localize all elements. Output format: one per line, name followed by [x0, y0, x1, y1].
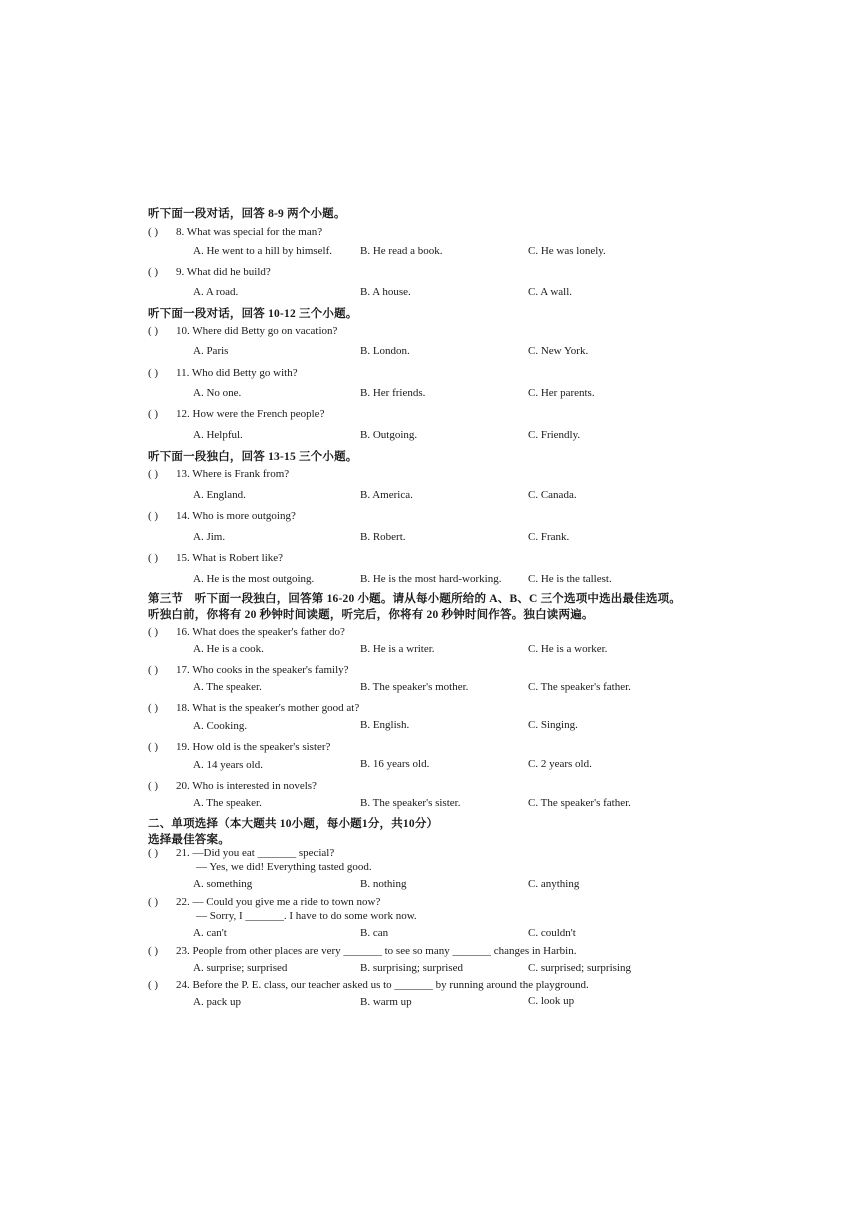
- question-22-dialogue: — Sorry, I _______. I have to do some work now.: [196, 910, 417, 922]
- option-c: C. He is a worker.: [528, 643, 608, 655]
- answer-blank: ( ): [148, 408, 159, 420]
- option-b: B. The speaker's mother.: [360, 681, 469, 693]
- answer-blank: ( ): [148, 367, 159, 379]
- option-b: B. He read a book.: [360, 245, 443, 257]
- option-c: C. Friendly.: [528, 429, 581, 441]
- section-instructions-multiple-choice: 选择最佳答案。: [148, 834, 230, 846]
- answer-blank: ( ): [148, 552, 159, 564]
- option-b: B. Robert.: [360, 531, 406, 543]
- question-24: 24. Before the P. E. class, our teacher asked us to _______ by running around the playground.: [176, 979, 589, 991]
- answer-blank: ( ): [148, 664, 159, 676]
- question-22: 22. — Could you give me a ride to town now?: [176, 896, 381, 908]
- section-heading-13-15: 听下面一段独白，回答 13-15 三个小题。: [148, 451, 358, 463]
- answer-blank: ( ): [148, 702, 159, 714]
- option-a: A. something: [193, 878, 253, 890]
- answer-blank: ( ): [148, 896, 159, 908]
- section-heading-10-12: 听下面一段对话，回答 10-12 三个小题。: [148, 308, 358, 320]
- option-b: B. Her friends.: [360, 387, 426, 399]
- option-a: A. Cooking.: [193, 720, 248, 732]
- option-a: A. He is the most outgoing.: [193, 573, 315, 585]
- answer-blank: ( ): [148, 979, 159, 991]
- option-b: B. warm up: [360, 996, 412, 1008]
- question-21: 21. —Did you eat _______ special?: [176, 847, 335, 859]
- option-a: A. No one.: [193, 387, 242, 399]
- option-a: A. The speaker.: [193, 681, 262, 693]
- option-c: C. Her parents.: [528, 387, 595, 399]
- question-14: 14. Who is more outgoing?: [176, 510, 296, 522]
- option-b: B. He is the most hard-working.: [360, 573, 502, 585]
- option-a: A. Helpful.: [193, 429, 243, 441]
- option-a: A. Jim.: [193, 531, 226, 543]
- answer-blank: ( ): [148, 945, 159, 957]
- answer-blank: ( ): [148, 226, 159, 238]
- option-c: C. look up: [528, 995, 575, 1007]
- option-a: A. He went to a hill by himself.: [193, 245, 333, 257]
- option-b: B. A house.: [360, 286, 411, 298]
- option-a: A. Paris: [193, 345, 229, 357]
- option-c: C. couldn't: [528, 927, 576, 939]
- answer-blank: ( ): [148, 510, 159, 522]
- option-c: C. anything: [528, 878, 580, 890]
- option-c: C. Canada.: [528, 489, 577, 501]
- answer-blank: ( ): [148, 780, 159, 792]
- section-heading-16-20: 第三节 听下面一段独白，回答第 16-20 小题。请从每小题所给的 A、B、C 三个选项中选出最佳选项。: [148, 593, 682, 605]
- option-c: C. A wall.: [528, 286, 573, 298]
- option-c: C. Frank.: [528, 531, 570, 543]
- option-c: C. The speaker's father.: [528, 797, 631, 809]
- option-b: B. can: [360, 927, 389, 939]
- option-a: A. He is a cook.: [193, 643, 264, 655]
- answer-blank: ( ): [148, 741, 159, 753]
- section-instructions-16-20: 听独白前，你将有 20 秒钟时间读题，听完后，你将有 20 秒钟时间作答。独白读两遍。: [148, 609, 594, 621]
- answer-blank: ( ): [148, 626, 159, 638]
- option-b: B. He is a writer.: [360, 643, 435, 655]
- option-b: B. surprising; surprised: [360, 962, 463, 974]
- question-15: 15. What is Robert like?: [176, 552, 284, 564]
- question-11: 11. Who did Betty go with?: [176, 367, 298, 379]
- question-12: 12. How were the French people?: [176, 408, 325, 420]
- question-20: 20. Who is interested in novels?: [176, 780, 317, 792]
- option-b: B. 16 years old.: [360, 758, 430, 770]
- option-b: B. America.: [360, 489, 413, 501]
- answer-blank: ( ): [148, 266, 159, 278]
- option-a: A. pack up: [193, 996, 241, 1008]
- question-16: 16. What does the speaker's father do?: [176, 626, 345, 638]
- option-c: C. He was lonely.: [528, 245, 606, 257]
- option-a: A. surprise; surprised: [193, 962, 288, 974]
- option-a: A. can't: [193, 927, 227, 939]
- question-17: 17. Who cooks in the speaker's family?: [176, 664, 349, 676]
- question-23: 23. People from other places are very _______ to see so many _______ changes in Harbin.: [176, 945, 577, 957]
- question-8: 8. What was special for the man?: [176, 226, 323, 238]
- option-c: C. The speaker's father.: [528, 681, 631, 693]
- answer-blank: ( ): [148, 325, 159, 337]
- answer-blank: ( ): [148, 468, 159, 480]
- option-c: C. 2 years old.: [528, 758, 592, 770]
- question-18: 18. What is the speaker's mother good at?: [176, 702, 360, 714]
- question-13: 13. Where is Frank from?: [176, 468, 290, 480]
- question-19: 19. How old is the speaker's sister?: [176, 741, 331, 753]
- option-b: B. The speaker's sister.: [360, 797, 461, 809]
- section-heading-multiple-choice: 二、单项选择（本大题共 10小题，每小题1分，共10分）: [148, 818, 439, 830]
- option-c: C. New York.: [528, 345, 589, 357]
- option-b: B. nothing: [360, 878, 407, 890]
- option-b: B. London.: [360, 345, 410, 357]
- option-b: B. Outgoing.: [360, 429, 418, 441]
- option-a: A. 14 years old.: [193, 759, 263, 771]
- question-10: 10. Where did Betty go on vacation?: [176, 325, 338, 337]
- option-b: B. English.: [360, 719, 410, 731]
- option-a: A. The speaker.: [193, 797, 262, 809]
- option-c: C. He is the tallest.: [528, 573, 612, 585]
- option-a: A. England.: [193, 489, 246, 501]
- question-9: 9. What did he build?: [176, 266, 271, 278]
- section-heading-8-9: 听下面一段对话，回答 8-9 两个小题。: [148, 208, 346, 220]
- question-21-dialogue: — Yes, we did! Everything tasted good.: [196, 861, 372, 873]
- option-c: C. Singing.: [528, 719, 578, 731]
- answer-blank: ( ): [148, 847, 159, 859]
- option-c: C. surprised; surprising: [528, 962, 631, 974]
- option-a: A. A road.: [193, 286, 239, 298]
